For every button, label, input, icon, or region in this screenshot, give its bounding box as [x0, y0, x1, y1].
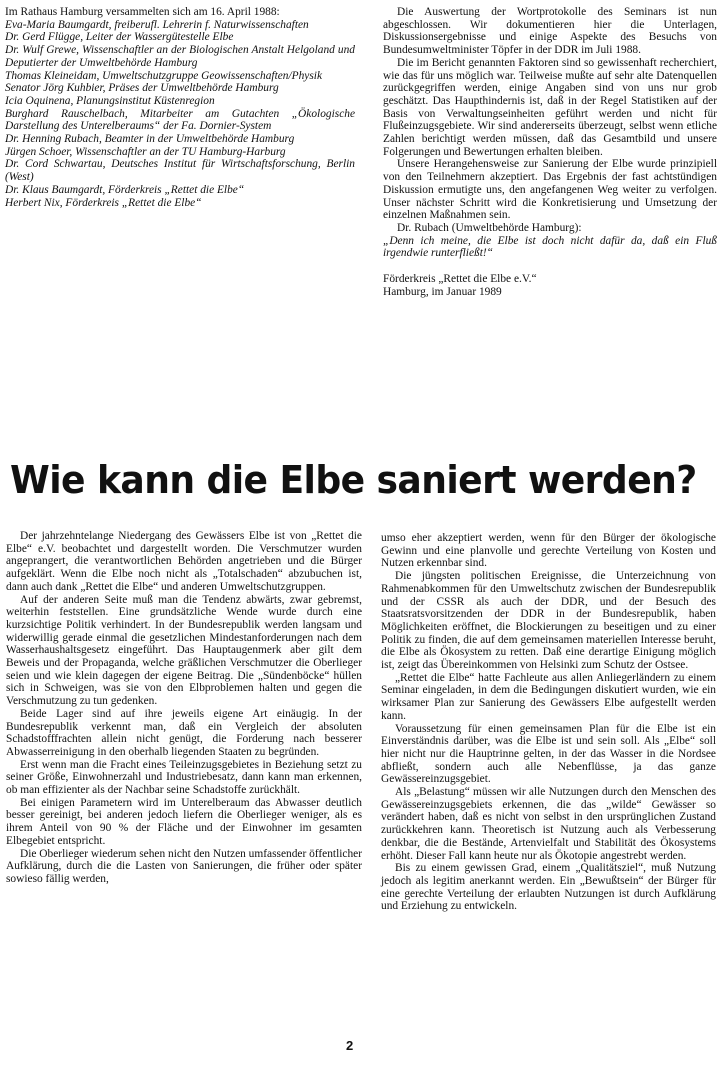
participant-entry: Herbert Nix, Förderkreis „Rettet die Elbe“ — [5, 196, 202, 209]
participant-entry: Icia Oquinena, Planungsinstitut Küstenregion — [5, 94, 215, 107]
article-paragraph: Beide Lager sind auf ihre jeweils eigene Art einäugig. In der Bundesrepublik verkennt man, daß ein Vergleich der absoluten Schadstofffrachten allein nicht genügt, die Forderung nach besserer Abwasserreinigung in den oberhalb liegenden Staaten zu begründen. — [6, 707, 362, 758]
article-headline: Wie kann die Elbe saniert werden? — [10, 458, 697, 502]
article-paragraph: „Rettet die Elbe“ hatte Fachleute aus allen Anliegerländern zu einem Seminar eingeladen, in dem die Bedingungen diskutiert wurden, wie ein wirksamer Plan zur Sanierung des Gewässers Elbe aufgestellt werden kann. — [381, 671, 716, 722]
page-number: 2 — [346, 1038, 354, 1053]
article-column-left — [6, 530, 362, 886]
quote-speaker: Dr. Rubach (Umweltbehörde Hamburg): — [397, 221, 582, 234]
participant-entry: Eva-Maria Baumgardt, freiberufl. Lehrerin f. Naturwissenschaften — [5, 18, 309, 31]
participant-entry: Dr. Gerd Flügge, Leiter der Wassergütestelle Elbe — [5, 31, 234, 44]
signature-place-date: Hamburg, im Januar 1989 — [383, 285, 502, 298]
article-paragraph: Erst wenn man die Fracht eines Teileinzugsgebietes in Beziehung setzt zu seiner Größe, Einwohnerzahl und Industriebesatz, dann kann man erkennen, ob man effizienter als der Nachbar seine Schadstoffe zurückhält. — [6, 758, 362, 797]
article-paragraph: Als „Belastung“ müssen wir alle Nutzungen durch den Menschen des Gewässereinzugsgebiets erkennen, die das „wilde“ Gewässer so verändert haben, daß es nicht von selbst in den ursprünglichen Zustand zurückkehren kann. Theoretisch ist Nutzung auch als Verbesserung denkbar, die die Bestände, Artenvielfalt und Stabilität des Ökosystems erhöht. Dieser Fall kann heute nur als Ökotopie angestrebt werden. — [381, 786, 716, 862]
article-paragraph: Die Oberlieger wiederum sehen nicht den Nutzen umfassender öffentlicher Aufklärung, durch die die Lasten von Sanierungen, die früher oder später sowieso fällig werden, — [6, 847, 363, 885]
article-paragraph: Bei einigen Parametern wird im Unterelberaum das Abwasser deutlich besser gereinigt, bei anderen jedoch liefern die Oberlieger weniger, als es ihrem Anteil von 90 % der Fläche und der Einwohner im gesamten Elbegebiet entspricht. — [6, 796, 362, 847]
report-paragraph: Die Auswertung der Wortprotokolle des Seminars ist nun abgeschlossen. Wir dokumentieren hier die Unterlagen, Diskussionsergebnisse und einige Aspekte des Besuchs von Bundesumweltminister Töpfer in der DDR im Juli 1988. — [383, 6, 717, 57]
participant-entry: Dr. Wulf Grewe, Wissenschaftler an der Biologischen Anstalt Helgoland und Deputierter der Umweltbehörde Hamburg — [5, 44, 355, 69]
article-paragraph: umso eher akzeptiert werden, wenn für den Bürger der ökologische Gewinn und eine planvolle und gerechte Verteilung von Kosten und Nutzen erkennbar sind. — [381, 532, 716, 570]
participant-intro: Im Rathaus Hamburg versammelten sich am 16. April 1988: — [5, 6, 280, 18]
participant-entry: Dr. Henning Rubach, Beamter in der Umweltbehörde Hamburg — [5, 133, 295, 146]
participant-entry: Jürgen Schoer, Wissenschaftler an der TU Hamburg-Harburg — [5, 145, 286, 158]
article-paragraph: Bis zu einem gewissen Grad, einem „Qualitätsziel“, muß Nutzung jedoch als legitim anerkannt werden. Ein „Bewußtsein“ der Bürger für eine gerechte Verteilung der erlaubten Nutzungen ist durch Aufklärung und Erziehung zu entwickeln. — [381, 862, 716, 913]
seminar-report — [383, 6, 717, 298]
article-paragraph: Auf der anderen Seite muß man die Tendenz abwärts, zwar gebremst, weiterhin feststellen. Eine grundsätzliche Wende wurde durch eine kurzsichtige Politik verhindert. In der Bundesrepublik werden langsam und widerwillig gerade einmal die gesetzlichen Mindestanforderungen nach dem Wasserhaushaltsgesetz eingeführt. Das Hauptaugenmerk aber gilt dem Beweis und der Propaganda, welche gräßlichen Verschmutzer die Oberlieger seien und wie klein dagegen der eigene Beitrag. Die „Sündenböcke“ hüllen sich in Schweigen, was sie von den Elbproblemen halten und gegen die Verschmutzung zu tun gedenken. — [6, 593, 362, 708]
report-paragraph: Die im Bericht genannten Faktoren sind so gewissenhaft recherchiert, wie das für uns möglich war. Teilweise mußte auf sehr alte Datenquellen zurückgegriffen werden, einige Angaben sind von uns nur grob geschätzt. Das Haupthindernis ist, daß in der Regel Statistiken auf der Basis von Verwaltungseinheiten geführt werden und nicht für Flußeinzugsgebiete. Wir sind andererseits überzeugt, selbst wenn etliche Zahlen berichtigt werden müssen, daß das Gesamtbild und unsere Folgerungen und Bewertungen erhalten bleiben. — [383, 56, 717, 158]
participant-entry: Dr. Cord Schwartau, Deutsches Institut für Wirtschaftsforschung, Berlin (West) — [5, 158, 355, 184]
report-paragraph: Unsere Herangehensweise zur Sanierung der Elbe wurde prinzipiell von den Teilnehmern akzeptiert. Das Ergebnis der fast achtstündigen Diskussion ermutigte uns, den angefangenen Weg weiter zu verfolgen. Unser nächster Schritt wird die Konkretisierung und Umsetzung der einzelnen Maßnahmen sein. — [383, 158, 717, 222]
article-paragraph: Der jahrzehntelange Niedergang des Gewässers Elbe ist von „Rettet die Elbe“ e.V. beobachtet und dargestellt worden. Die Verschmutzer wurden angeprangert, die verantwortlichen Behörden angetrieben und die Bürger aufgeklärt. Wenn die Elbe noch nicht als „Totalschaden“ abzubuchen ist, dann auch dank „Rettet die Elbe“ und anderen Umweltschutzgruppen. — [6, 530, 362, 593]
quote-text: „Denn ich meine, die Elbe ist doch nicht dafür da, daß ein Fluß irgendwie runterfließt!“ — [383, 234, 717, 260]
participant-entry: Thomas Kleineidam, Umweltschutzgruppe Geowissenschaften/Physik — [5, 69, 323, 82]
participant-entry: Senator Jörg Kuhbier, Präses der Umweltbehörde Hamburg — [5, 82, 279, 95]
participant-entry: Burghard Rauschelbach, Mitarbeiter am Gutachten „Ökologische Darstellung des Unterelberaums“ der Fa. Dornier-System — [5, 107, 355, 133]
article-paragraph: Die jüngsten politischen Ereignisse, die Unterzeichnung von Rahmenabkommen für den Umweltschutz zwischen der Bundesrepublik und der CSSR als auch der DDR, und der Besuch des Staatsratsvorsitzenden der DDR in der Bundesrepublik, haben Möglichkeiten eröffnet, die Blockierungen zu beseitigen und zu einer Politik zu finden, die auf dem gemeinsamen materiellen Interesse beruht, die Elbe als Ökosystem zu retten. Daß eine derartige Einigung möglich ist, zeigt das Übereinkommen von Helsinki zum Schutz der Ostsee. — [381, 570, 716, 672]
signature-org: Förderkreis „Rettet die Elbe e.V.“ — [383, 273, 537, 286]
article-paragraph: Voraussetzung für einen gemeinsamen Plan für die Elbe ist ein Einverständnis darüber, was die Elbe ist und sein soll. Als „Elbe“ soll hier nicht nur die Hauptrinne gelten, in der das Wasser in die Nordsee abfließt, sondern auch alle Nebenflüsse, ja das ganze Gewässereinzugsgebiet. — [381, 722, 716, 786]
article-column-right — [381, 532, 716, 913]
participant-entry: Dr. Klaus Baumgardt, Förderkreis „Rettet die Elbe“ — [5, 183, 245, 196]
participant-list — [5, 6, 355, 209]
